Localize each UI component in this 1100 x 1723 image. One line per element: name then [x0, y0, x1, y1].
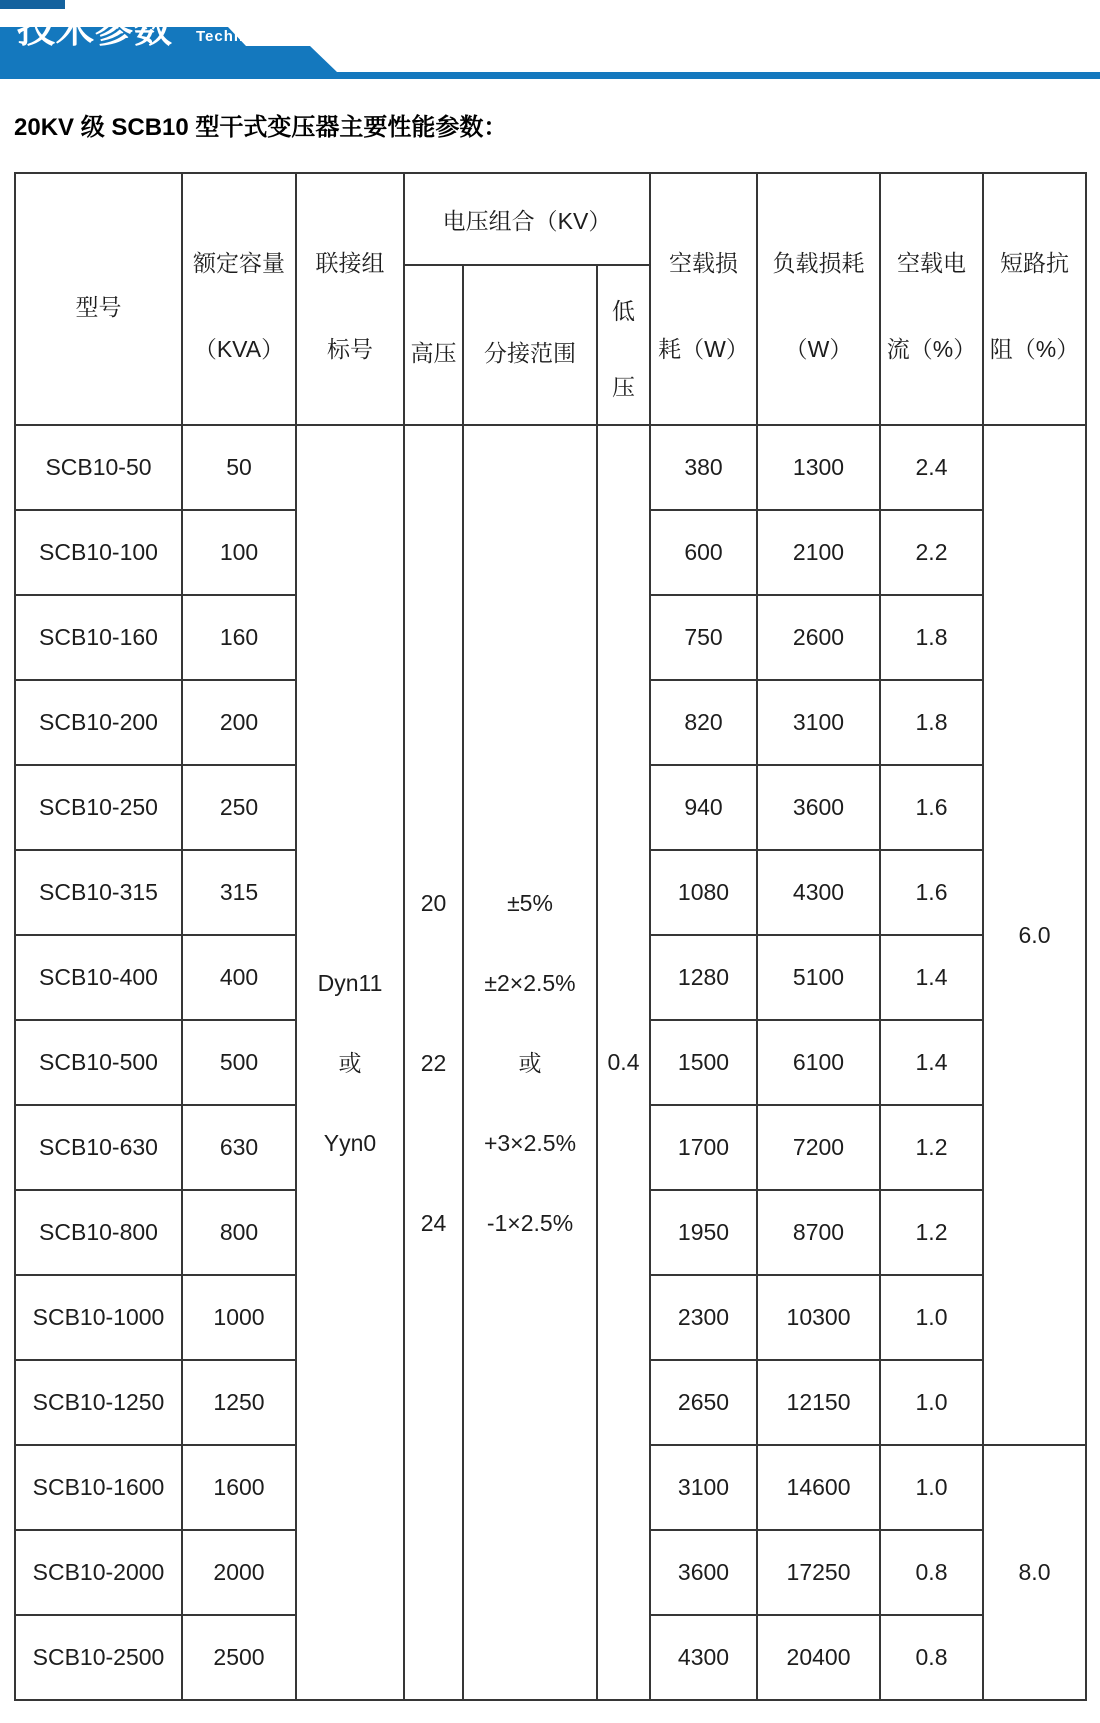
cell-model: SCB10-200 [15, 680, 182, 765]
cell-no-load-loss: 4300 [650, 1615, 757, 1700]
header-hv-label: 高压 [410, 339, 457, 366]
cell-no-load-current: 1.6 [880, 765, 983, 850]
cell-vector-group-merged [296, 425, 404, 1700]
cell-no-load-loss: 2300 [650, 1275, 757, 1360]
cell-load-loss: 1300 [757, 425, 880, 510]
cell-load-loss: 4300 [757, 850, 880, 935]
high-voltage-value: 24 [420, 1209, 447, 1236]
cell-no-load-loss: 1950 [650, 1190, 757, 1275]
cell-no-load-current: 1.0 [880, 1275, 983, 1360]
col-header-vector-group [296, 173, 404, 425]
cell-model: SCB10-800 [15, 1190, 182, 1275]
cell-model: SCB10-630 [15, 1105, 182, 1190]
header-row-1 [15, 173, 1086, 265]
cell-model: SCB10-2500 [15, 1615, 182, 1700]
vector-group-line: Dyn11 [317, 969, 383, 996]
cell-no-load-loss: 1500 [650, 1020, 757, 1105]
cell-no-load-current: 0.8 [880, 1615, 983, 1700]
cell-load-loss: 7200 [757, 1105, 880, 1190]
col-header-no-load-current [880, 173, 983, 425]
tap-range-line: ±2×2.5% [484, 969, 576, 996]
cell-capacity: 1250 [182, 1360, 296, 1445]
cell-model: SCB10-315 [15, 850, 182, 935]
col-header-voltage-combination: 电压组合（KV） [404, 173, 650, 265]
cell-capacity: 1000 [182, 1275, 296, 1360]
cell-impedance-merged-top: 6.0 [983, 425, 1086, 1445]
cell-no-load-current: 1.4 [880, 935, 983, 1020]
high-voltage-value: 20 [420, 889, 447, 916]
cell-load-loss: 3600 [757, 765, 880, 850]
header-vector-line1: 联接组 [315, 250, 385, 276]
cell-load-loss: 2600 [757, 595, 880, 680]
cell-load-loss: 5100 [757, 935, 880, 1020]
cell-no-load-current: 1.2 [880, 1190, 983, 1275]
header-loadloss-line1: 负载损耗 [772, 250, 865, 276]
cell-load-loss: 3100 [757, 680, 880, 765]
cell-no-load-current: 2.4 [880, 425, 983, 510]
col-header-impedance [983, 173, 1086, 425]
cell-no-load-loss: 1080 [650, 850, 757, 935]
cell-capacity: 1600 [182, 1445, 296, 1530]
banner-title-cn: 技术参数 [17, 9, 174, 51]
cell-capacity: 315 [182, 850, 296, 935]
cell-impedance-merged-bottom: 8.0 [983, 1445, 1086, 1700]
cell-low-voltage-merged: 0.4 [597, 425, 650, 1700]
banner-accent-bar [0, 0, 65, 9]
col-header-high-voltage [404, 265, 463, 425]
cell-model: SCB10-160 [15, 595, 182, 680]
cell-high-voltage-merged [404, 425, 463, 1700]
table-row [15, 425, 1086, 510]
tap-range-line: ±5% [507, 889, 553, 916]
cell-no-load-loss: 380 [650, 425, 757, 510]
vector-group-line: 或 [338, 1049, 362, 1076]
col-header-tap-range [463, 265, 597, 425]
tap-range-line: +3×2.5% [483, 1129, 577, 1156]
page-title: 20KV 级 SCB10 型干式变压器主要性能参数： [14, 114, 508, 141]
cell-load-loss: 8700 [757, 1190, 880, 1275]
cell-no-load-current: 0.8 [880, 1530, 983, 1615]
cell-model: SCB10-1600 [15, 1445, 182, 1530]
col-header-load-loss [757, 173, 880, 425]
cell-no-load-loss: 1280 [650, 935, 757, 1020]
cell-load-loss: 6100 [757, 1020, 880, 1105]
header-impedance-line2: 阻（%） [989, 336, 1080, 362]
tap-range-line: -1×2.5% [486, 1209, 574, 1236]
cell-capacity: 250 [182, 765, 296, 850]
cell-model: SCB10-100 [15, 510, 182, 595]
header-lv-line1: 低 [612, 298, 635, 324]
cell-capacity: 160 [182, 595, 296, 680]
tap-range-line: 或 [518, 1049, 542, 1076]
cell-model: SCB10-2000 [15, 1530, 182, 1615]
cell-no-load-current: 1.6 [880, 850, 983, 935]
header-impedance-line1: 短路抗 [1000, 250, 1070, 276]
header-capacity-line2: （KVA） [193, 336, 285, 362]
section-banner [0, 0, 1100, 79]
col-header-low-voltage [597, 265, 650, 425]
cell-model: SCB10-400 [15, 935, 182, 1020]
col-header-no-load-loss [650, 173, 757, 425]
cell-no-load-current: 1.0 [880, 1445, 983, 1530]
cell-no-load-loss: 2650 [650, 1360, 757, 1445]
header-vector-line2: 标号 [327, 336, 373, 362]
cell-no-load-loss: 820 [650, 680, 757, 765]
cell-no-load-current: 1.4 [880, 1020, 983, 1105]
cell-tap-range-merged [463, 425, 597, 1700]
cell-no-load-current: 1.8 [880, 595, 983, 680]
cell-model: SCB10-50 [15, 425, 182, 510]
cell-no-load-loss: 940 [650, 765, 757, 850]
cell-no-load-loss: 1700 [650, 1105, 757, 1190]
cell-load-loss: 17250 [757, 1530, 880, 1615]
cell-capacity: 2500 [182, 1615, 296, 1700]
vector-group-line: Yyn0 [323, 1129, 377, 1156]
header-lv-line2: 压 [612, 374, 635, 400]
header-noloadloss-line1: 空载损 [669, 250, 739, 276]
header-noloadloss-line2: 耗（W） [658, 336, 749, 362]
cell-capacity: 200 [182, 680, 296, 765]
cell-no-load-loss: 3100 [650, 1445, 757, 1530]
cell-load-loss: 10300 [757, 1275, 880, 1360]
header-capacity-line1: 额定容量 [193, 250, 285, 276]
header-noloadcurrent-line1: 空载电 [897, 250, 967, 276]
cell-model: SCB10-250 [15, 765, 182, 850]
header-noloadcurrent-line2: 流（%） [886, 336, 977, 362]
cell-load-loss: 20400 [757, 1615, 880, 1700]
cell-no-load-current: 1.2 [880, 1105, 983, 1190]
header-model-label: 型号 [75, 293, 122, 320]
cell-no-load-loss: 3600 [650, 1530, 757, 1615]
header-loadloss-line2: （W） [784, 336, 853, 362]
cell-capacity: 100 [182, 510, 296, 595]
cell-load-loss: 12150 [757, 1360, 880, 1445]
header-tap-label: 分接范围 [484, 339, 576, 366]
col-header-model [15, 173, 182, 425]
high-voltage-value: 22 [420, 1049, 447, 1076]
cell-capacity: 50 [182, 425, 296, 510]
cell-capacity: 630 [182, 1105, 296, 1190]
cell-model: SCB10-1250 [15, 1360, 182, 1445]
cell-no-load-current: 1.0 [880, 1360, 983, 1445]
cell-capacity: 800 [182, 1190, 296, 1275]
col-header-rated-capacity [182, 173, 296, 425]
cell-capacity: 500 [182, 1020, 296, 1105]
cell-no-load-loss: 750 [650, 595, 757, 680]
cell-model: SCB10-1000 [15, 1275, 182, 1360]
cell-load-loss: 2100 [757, 510, 880, 595]
cell-load-loss: 14600 [757, 1445, 880, 1530]
cell-no-load-current: 2.2 [880, 510, 983, 595]
cell-capacity: 2000 [182, 1530, 296, 1615]
cell-model: SCB10-500 [15, 1020, 182, 1105]
spec-table [14, 172, 1087, 1701]
cell-capacity: 400 [182, 935, 296, 1020]
banner-title-en: Technical parameter [196, 28, 360, 45]
cell-no-load-loss: 600 [650, 510, 757, 595]
cell-no-load-current: 1.8 [880, 680, 983, 765]
